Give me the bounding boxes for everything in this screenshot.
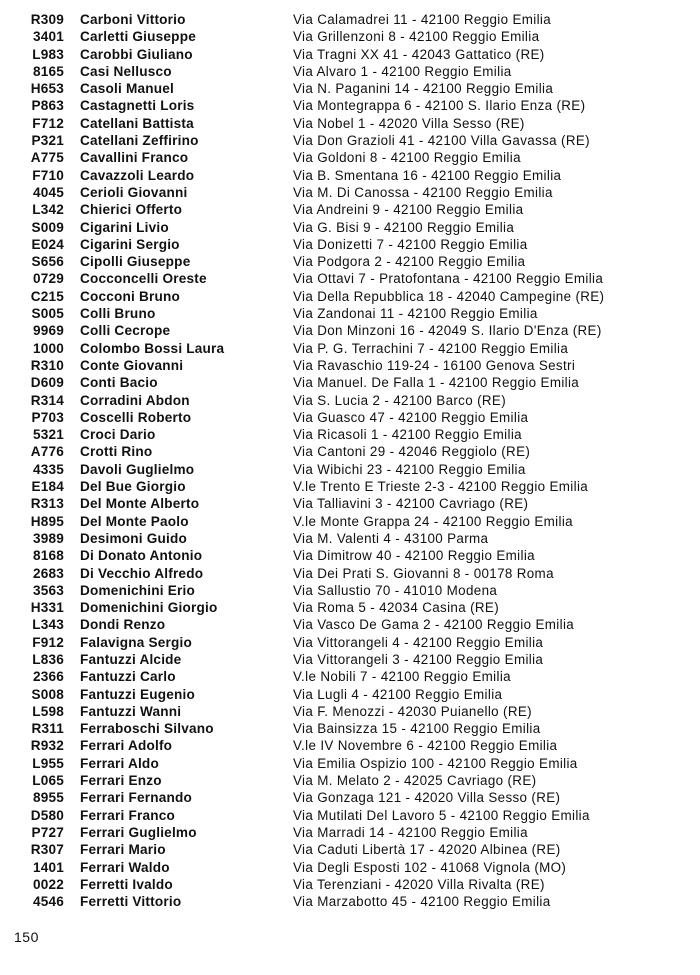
entry-name: Conti Bacio bbox=[80, 375, 158, 391]
entry-address: Via Vasco De Gama 2 - 42100 Reggio Emilia bbox=[293, 617, 575, 633]
entry-address: Via Dimitrow 40 - 42100 Reggio Emilia bbox=[293, 548, 535, 564]
entry-address: Via Terenziani - 42020 Villa Rivalta (RE) bbox=[293, 876, 545, 892]
entry-name: Ferrari Fernando bbox=[80, 790, 192, 806]
entry-code: 0729 bbox=[32, 271, 64, 287]
entry-name: Ferretti Vittorio bbox=[80, 894, 182, 910]
entry-name: Carboni Vittorio bbox=[80, 12, 186, 27]
entry-code: R309 bbox=[30, 12, 64, 27]
entry-code: C215 bbox=[30, 288, 64, 304]
directory-entry bbox=[0, 305, 700, 322]
entry-name: Catellani Zeffirino bbox=[80, 133, 199, 149]
directory-entry bbox=[0, 392, 700, 409]
directory-entry bbox=[0, 236, 700, 253]
entry-name: Cigarini Sergio bbox=[80, 236, 180, 252]
entry-code: H331 bbox=[30, 600, 64, 616]
entry-address: Via Cantoni 29 - 42046 Reggiolo (RE) bbox=[293, 444, 531, 460]
entry-address: Via G. Bisi 9 - 42100 Reggio Emilia bbox=[293, 219, 515, 235]
entry-code: 1000 bbox=[32, 340, 64, 356]
directory-entry bbox=[0, 149, 700, 166]
entry-code: 3563 bbox=[32, 582, 64, 598]
entry-code: P703 bbox=[31, 409, 64, 425]
directory-entry bbox=[0, 443, 700, 460]
entry-name: Cigarini Livio bbox=[80, 219, 169, 235]
entry-code: P727 bbox=[31, 824, 64, 840]
entry-address: Via Bainsizza 15 - 42100 Reggio Emilia bbox=[293, 721, 541, 737]
directory-entry bbox=[0, 513, 700, 530]
directory-entry bbox=[0, 720, 700, 737]
directory-entry bbox=[0, 582, 700, 599]
entry-code: 4546 bbox=[32, 894, 64, 910]
entry-address: Via Grillenzoni 8 - 42100 Reggio Emilia bbox=[293, 29, 540, 45]
entry-name: Colombo Bossi Laura bbox=[80, 340, 225, 356]
entry-address: Via Lugli 4 - 42100 Reggio Emilia bbox=[293, 686, 503, 702]
entry-address: Via Tragni XX 41 - 42043 Gattatico (RE) bbox=[293, 46, 545, 62]
entry-code: F710 bbox=[32, 167, 64, 183]
entry-address: Via N. Paganini 14 - 42100 Reggio Emilia bbox=[293, 81, 554, 97]
member-directory-list bbox=[0, 11, 700, 910]
directory-entry bbox=[0, 253, 700, 270]
entry-code: L598 bbox=[32, 703, 64, 719]
directory-entry bbox=[0, 97, 700, 114]
entry-name: Cavallini Franco bbox=[80, 150, 189, 166]
entry-name: Ferrari Guglielmo bbox=[80, 824, 197, 840]
entry-address: V.le IV Novembre 6 - 42100 Reggio Emilia bbox=[293, 738, 558, 754]
entry-name: Desimoni Guido bbox=[80, 530, 188, 546]
entry-code: 4335 bbox=[32, 461, 64, 477]
directory-entry bbox=[0, 426, 700, 443]
directory-entry bbox=[0, 841, 700, 858]
entry-code: S656 bbox=[31, 254, 64, 270]
directory-entry bbox=[0, 115, 700, 132]
directory-entry bbox=[0, 495, 700, 512]
directory-entry bbox=[0, 374, 700, 391]
entry-name: Ferrari Mario bbox=[80, 842, 166, 858]
directory-entry bbox=[0, 322, 700, 339]
entry-address: Via Ricasoli 1 - 42100 Reggio Emilia bbox=[293, 427, 522, 443]
entry-name: Crotti Rino bbox=[80, 444, 153, 460]
entry-code: S009 bbox=[31, 219, 64, 235]
entry-name: Cerioli Giovanni bbox=[80, 184, 188, 200]
directory-entry bbox=[0, 772, 700, 789]
entry-code: 4045 bbox=[32, 184, 64, 200]
entry-name: Croci Dario bbox=[80, 427, 156, 443]
directory-entry bbox=[0, 409, 700, 426]
entry-code: R311 bbox=[31, 721, 64, 737]
entry-code: 2366 bbox=[32, 669, 64, 685]
entry-code: F912 bbox=[32, 634, 64, 650]
entry-address: Via Montegrappa 6 - 42100 S. Ilario Enza (RE) bbox=[293, 98, 586, 114]
directory-entry bbox=[0, 28, 700, 45]
entry-address: Via Zandonai 11 - 42100 Reggio Emilia bbox=[293, 306, 538, 322]
directory-entry bbox=[0, 616, 700, 633]
entry-code: A776 bbox=[30, 444, 64, 460]
entry-code: L955 bbox=[32, 755, 64, 771]
entry-name: Cavazzoli Leardo bbox=[80, 167, 195, 183]
entry-code: E184 bbox=[31, 479, 64, 495]
entry-code: P321 bbox=[31, 133, 64, 149]
entry-code: L343 bbox=[32, 617, 64, 633]
entry-name: Casoli Manuel bbox=[80, 81, 174, 97]
entry-address: V.le Nobili 7 - 42100 Reggio Emilia bbox=[293, 669, 511, 685]
entry-address: Via Ravaschio 119-24 - 16100 Genova Sestri bbox=[293, 357, 576, 373]
entry-address: Via Dei Prati S. Giovanni 8 - 00178 Roma bbox=[293, 565, 554, 581]
entry-address: Via Goldoni 8 - 42100 Reggio Emilia bbox=[293, 150, 521, 166]
entry-name: Carobbi Giuliano bbox=[80, 46, 193, 62]
entry-name: Fantuzzi Alcide bbox=[80, 651, 182, 667]
entry-code: 2683 bbox=[32, 565, 64, 581]
directory-entry bbox=[0, 63, 700, 80]
entry-name: Del Monte Alberto bbox=[80, 496, 200, 512]
directory-entry bbox=[0, 270, 700, 287]
entry-name: Domenichini Giorgio bbox=[80, 600, 218, 616]
entry-name: Coscelli Roberto bbox=[80, 409, 192, 425]
entry-code: R313 bbox=[30, 496, 64, 512]
entry-code: 9969 bbox=[32, 323, 64, 339]
directory-entry bbox=[0, 167, 700, 184]
entry-name: Davoli Guglielmo bbox=[80, 461, 195, 477]
entry-code: R307 bbox=[30, 842, 64, 858]
entry-code: R932 bbox=[30, 738, 64, 754]
directory-entry bbox=[0, 807, 700, 824]
entry-address: Via Roma 5 - 42034 Casina (RE) bbox=[293, 600, 499, 616]
entry-code: 3401 bbox=[32, 29, 64, 45]
entry-name: Domenichini Erio bbox=[80, 582, 195, 598]
directory-entry bbox=[0, 893, 700, 910]
entry-name: Catellani Battista bbox=[80, 115, 194, 131]
entry-address: Via Ottavi 7 - Pratofontana - 42100 Reggio Emilia bbox=[293, 271, 604, 287]
entry-name: Chierici Offerto bbox=[80, 202, 183, 218]
directory-entry bbox=[0, 703, 700, 720]
entry-code: L342 bbox=[32, 202, 64, 218]
entry-code: 5321 bbox=[32, 427, 64, 443]
entry-address: Via Mutilati Del Lavoro 5 - 42100 Reggio Emilia bbox=[293, 807, 590, 823]
entry-code: R314 bbox=[30, 392, 64, 408]
entry-name: Fantuzzi Wanni bbox=[80, 703, 182, 719]
entry-code: 8168 bbox=[32, 548, 64, 564]
entry-address: Via M. Melato 2 - 42025 Cavriago (RE) bbox=[293, 773, 537, 789]
entry-name: Falavigna Sergio bbox=[80, 634, 192, 650]
entry-code: S005 bbox=[31, 306, 64, 322]
entry-address: Via Guasco 47 - 42100 Reggio Emilia bbox=[293, 409, 529, 425]
entry-name: Castagnetti Loris bbox=[80, 98, 195, 114]
entry-name: Colli Cecrope bbox=[80, 323, 171, 339]
entry-code: E024 bbox=[31, 236, 64, 252]
entry-code: L983 bbox=[32, 46, 64, 62]
entry-code: 8955 bbox=[32, 790, 64, 806]
entry-address: Via M. Di Canossa - 42100 Reggio Emilia bbox=[293, 184, 553, 200]
directory-entry bbox=[0, 755, 700, 772]
entry-code: S008 bbox=[31, 686, 64, 702]
entry-address: Via Andreini 9 - 42100 Reggio Emilia bbox=[293, 202, 524, 218]
entry-address: Via Nobel 1 - 42020 Villa Sesso (RE) bbox=[293, 115, 525, 131]
directory-entry bbox=[0, 46, 700, 63]
directory-entry bbox=[0, 547, 700, 564]
directory-entry bbox=[0, 288, 700, 305]
entry-code: R310 bbox=[30, 357, 64, 373]
entry-name: Ferrari Enzo bbox=[80, 773, 162, 789]
entry-name: Del Bue Giorgio bbox=[80, 479, 186, 495]
entry-address: Via Talliavini 3 - 42100 Cavriago (RE) bbox=[293, 496, 529, 512]
directory-entry bbox=[0, 184, 700, 201]
entry-name: Ferrari Franco bbox=[80, 807, 175, 823]
entry-address: Via Gonzaga 121 - 42020 Villa Sesso (RE) bbox=[293, 790, 561, 806]
entry-name: Ferretti Ivaldo bbox=[80, 876, 173, 892]
entry-address: Via Della Repubblica 18 - 42040 Campegine (RE) bbox=[293, 288, 605, 304]
entry-name: Cocconcelli Oreste bbox=[80, 271, 207, 287]
directory-entry bbox=[0, 461, 700, 478]
entry-name: Fantuzzi Carlo bbox=[80, 669, 176, 685]
directory-entry bbox=[0, 824, 700, 841]
entry-code: 3989 bbox=[32, 530, 64, 546]
entry-address: Via Marradi 14 - 42100 Reggio Emilia bbox=[293, 824, 528, 840]
entry-name: Dondi Renzo bbox=[80, 617, 166, 633]
entry-code: 8165 bbox=[32, 63, 64, 79]
entry-address: Via Vittorangeli 4 - 42100 Reggio Emilia bbox=[293, 634, 544, 650]
directory-entry bbox=[0, 599, 700, 616]
entry-address: Via F. Menozzi - 42030 Puianello (RE) bbox=[293, 703, 532, 719]
directory-entry bbox=[0, 859, 700, 876]
entry-address: Via Podgora 2 - 42100 Reggio Emilia bbox=[293, 254, 526, 270]
directory-entry bbox=[0, 651, 700, 668]
entry-code: D580 bbox=[30, 807, 64, 823]
entry-address: Via B. Smentana 16 - 42100 Reggio Emilia bbox=[293, 167, 562, 183]
entry-address: Via Emilia Ospizio 100 - 42100 Reggio Emilia bbox=[293, 755, 578, 771]
entry-code: 1401 bbox=[32, 859, 64, 875]
entry-address: Via P. G. Terrachini 7 - 42100 Reggio Emilia bbox=[293, 340, 569, 356]
directory-entry bbox=[0, 876, 700, 893]
directory-entry bbox=[0, 634, 700, 651]
entry-name: Fantuzzi Eugenio bbox=[80, 686, 195, 702]
entry-address: Via Degli Esposti 102 - 41068 Vignola (MO) bbox=[293, 859, 567, 875]
directory-entry bbox=[0, 530, 700, 547]
entry-code: D609 bbox=[30, 375, 64, 391]
entry-address: Via Marzabotto 45 - 42100 Reggio Emilia bbox=[293, 894, 551, 910]
entry-code: H653 bbox=[30, 81, 64, 97]
directory-entry bbox=[0, 668, 700, 685]
page-number: 150 bbox=[14, 929, 39, 945]
entry-name: Casi Nellusco bbox=[80, 63, 172, 79]
entry-name: Di Donato Antonio bbox=[80, 548, 203, 564]
entry-name: Colli Bruno bbox=[80, 306, 156, 322]
entry-code: A775 bbox=[30, 150, 64, 166]
directory-entry bbox=[0, 132, 700, 149]
entry-address: Via Wibichi 23 - 42100 Reggio Emilia bbox=[293, 461, 526, 477]
entry-code: F712 bbox=[32, 115, 64, 131]
entry-code: H895 bbox=[30, 513, 64, 529]
entry-address: Via Manuel. De Falla 1 - 42100 Reggio Emilia bbox=[293, 375, 580, 391]
entry-address: Via Calamadrei 11 - 42100 Reggio Emilia bbox=[293, 12, 552, 27]
directory-entry bbox=[0, 357, 700, 374]
entry-address: Via Caduti Libertà 17 - 42020 Albinea (RE) bbox=[293, 842, 561, 858]
entry-address: Via Alvaro 1 - 42100 Reggio Emilia bbox=[293, 63, 512, 79]
entry-name: Ferraboschi Silvano bbox=[80, 721, 214, 737]
entry-address: V.le Monte Grappa 24 - 42100 Reggio Emilia bbox=[293, 513, 573, 529]
entry-address: Via Vittorangeli 3 - 42100 Reggio Emilia bbox=[293, 651, 544, 667]
entry-address: Via Don Grazioli 41 - 42100 Villa Gavassa (RE) bbox=[293, 133, 590, 149]
directory-entry bbox=[0, 737, 700, 754]
entry-code: 0022 bbox=[32, 876, 64, 892]
entry-address: Via S. Lucia 2 - 42100 Barco (RE) bbox=[293, 392, 507, 408]
directory-entry bbox=[0, 219, 700, 236]
entry-name: Ferrari Adolfo bbox=[80, 738, 173, 754]
entry-name: Ferrari Waldo bbox=[80, 859, 170, 875]
directory-entry bbox=[0, 789, 700, 806]
entry-name: Di Vecchio Alfredo bbox=[80, 565, 204, 581]
entry-name: Conte Giovanni bbox=[80, 357, 184, 373]
entry-address: Via M. Valenti 4 - 43100 Parma bbox=[293, 530, 489, 546]
directory-entry bbox=[0, 340, 700, 357]
directory-entry bbox=[0, 11, 700, 28]
directory-entry bbox=[0, 201, 700, 218]
entry-name: Ferrari Aldo bbox=[80, 755, 159, 771]
entry-name: Del Monte Paolo bbox=[80, 513, 189, 529]
entry-code: L836 bbox=[32, 651, 64, 667]
entry-code: L065 bbox=[32, 773, 64, 789]
entry-name: Corradini Abdon bbox=[80, 392, 190, 408]
entry-address: Via Donizetti 7 - 42100 Reggio Emilia bbox=[293, 236, 528, 252]
entry-name: Cipolli Giuseppe bbox=[80, 254, 191, 270]
entry-name: Carletti Giuseppe bbox=[80, 29, 196, 45]
entry-address: Via Sallustio 70 - 41010 Modena bbox=[293, 582, 498, 598]
entry-address: Via Don Minzoni 16 - 42049 S. Ilario D'Enza (RE) bbox=[293, 323, 602, 339]
directory-entry bbox=[0, 478, 700, 495]
directory-entry bbox=[0, 565, 700, 582]
entry-address: V.le Trento E Trieste 2-3 - 42100 Reggio Emilia bbox=[293, 479, 589, 495]
directory-entry bbox=[0, 80, 700, 97]
entry-name: Cocconi Bruno bbox=[80, 288, 181, 304]
entry-code: P863 bbox=[31, 98, 64, 114]
directory-entry bbox=[0, 686, 700, 703]
